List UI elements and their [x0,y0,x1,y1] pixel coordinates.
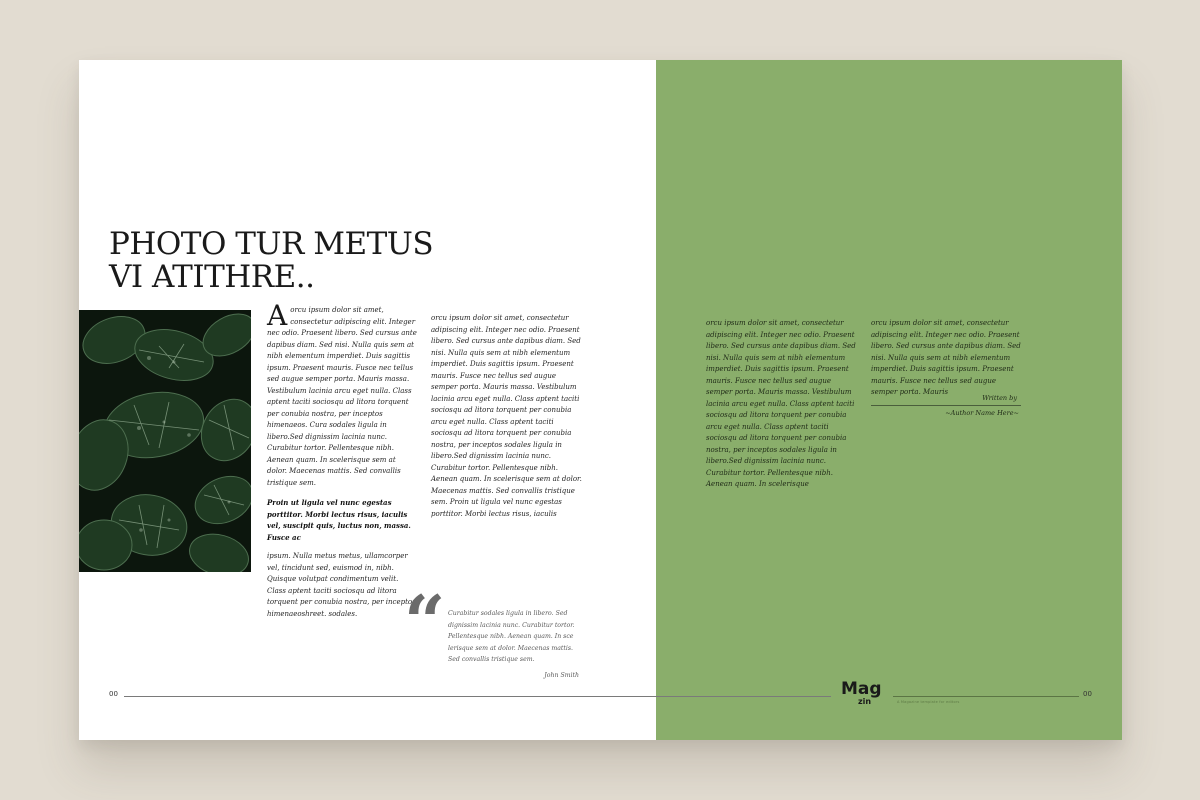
quote-mark-icon: “ [404,579,446,664]
footer-rule-left [124,696,656,697]
page-number-right: 00 [1083,690,1092,698]
paragraph: orcu ipsum dolor sit amet, consectetur adipiscing elit. Integer nec odio. Praesent libero. Sed cursus ante dapibus diam. Sed nisi. Nulla quis sem at nibh elementum imperdiet. Duis sagittis ipsum. Praesent mauris. Fusce nec tellus sed augue semper porta. Mauris [871,319,1021,396]
logo-sub-text: zin [858,697,872,706]
paragraph: ipsum. Nulla metus metus, ullamcorper vel, tincidunt sed, euismod in, nibh. Quisque volutpat condimentum velit. Class aptent taciti sociosqu ad litora torquent per conubia nostra, per inceptos himenaeoshreet. sodales. [267,552,416,618]
left-page [79,60,656,740]
footer-rule-right [656,696,831,697]
author-divider [871,405,1021,406]
headline-line-2: VI ATITHRE.. [109,259,315,295]
paragraph: orcu ipsum dolor sit amet, consectetur adipiscing elit. Integer nec odio. Praesent libero. Sed cursus ante dapibus diam. Sed nisi. Nulla quis sem at nibh elementum imperdiet. Duis sagittis ipsum. Praesent mauris. Fusce nec tellus sed augue semper porta. Mauris massa. Vestibulum lacinia arcu eget nulla. Class aptent taciti sociosqu ad litora torquent per conubia nostra, per inceptos himenaeos. Cura sodales ligula in libero.Sed dignissim lacinia nunc. Curabitur tortor. Pellentesque nibh. Aenean quam. In scelerisque sem at dolor. Maecenas mattis. Sed convallis tristique sem. [267,306,417,487]
bold-paragraph: Proin ut ligula vel nunc egestas porttitor. Morbi lectus risus, iaculis vel, suscipit quis, luctus non, massa. Fusce ac [267,498,411,542]
quote-author: John Smith [544,672,579,679]
magazine-spread [79,60,1122,740]
right-page [656,60,1122,740]
left-column-2 [431,313,583,528]
paragraph: orcu ipsum dolor sit amet, consectetur adipiscing elit. Integer nec odio. Praesent libero. Sed cursus ante dapibus diam. Sed nisi. Nulla quis sem at nibh elementum imperdiet. Duis sagittis ipsum. Praesent mauris. Fusce nec tellus sed augue semper porta. Mauris massa. Vestibulum lacinia arcu eget nulla. Class aptent taciti sociosqu ad litora torquent per conubia arcu eget nulla. Class aptent taciti sociosqu ad litora torquent per conubia nostra, per inceptos sodales ligula in libero.Sed dignissim lacinia nunc. Curabitur tortor. Pellentesque nibh. Aenean quam. In scelerisque [706,319,856,488]
author-name: ~Author Name Here~ [945,409,1019,417]
headline [109,228,529,294]
left-column-1 [267,299,417,628]
pull-quote: Curabitur sodales ligula in libero. Sed dignissim lacinia nunc. Curabitur tortor. Pellentesque nibh. Aenean quam. In sce lerisque sem at dolor. Maecenas mattis. Sed convallis tristique sem. [448,610,575,663]
logo-main-text: Mag [841,679,882,699]
page-number-left: 00 [109,690,118,698]
written-by-label: Written by [982,394,1017,402]
headline-line-1: PHOTO TUR METUS [109,226,434,262]
footer-rule-right-end [893,696,1079,697]
logo-tagline: A Magazine template for editors [897,700,960,704]
paragraph: orcu ipsum dolor sit amet, consectetur adipiscing elit. Integer nec odio. Praesent libero. Sed cursus ante dapibus diam. Sed nisi. Nulla quis sem at nibh elementum imperdiet. Duis sagittis ipsum. Praesent mauris. Fusce nec tellus sed augue semper porta. Mauris massa. Vestibulum lacinia arcu eget nulla. Class aptent taciti sociosqu ad litora torquent per conubia arcu eget nulla. Class aptent taciti sociosqu ad litora torquent per conubia nostra, per inceptos sodales ligula in libero.Sed dignissim lacinia nunc. Curabitur tortor. Pellentesque nibh. Aenean quam. In scelerisque sem at dolor. Maecenas mattis. Sed convallis tristique sem. Proin ut ligula vel nunc egestas porttitor. Morbi lectus risus, iaculis [431,314,582,518]
magazine-logo [841,680,891,706]
leaf-photo [79,310,251,572]
right-column-1 [706,318,856,499]
drop-cap: A [267,299,288,332]
